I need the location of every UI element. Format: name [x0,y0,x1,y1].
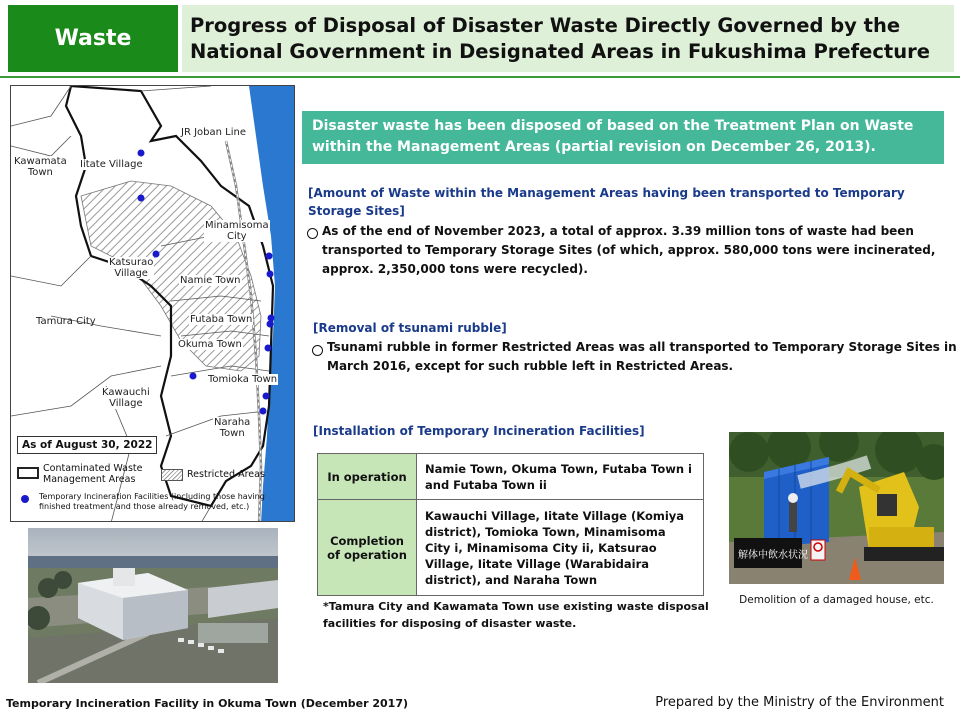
photo-incineration-facility [28,528,278,683]
legend-facility-dot [21,495,29,503]
header [0,0,960,78]
title-box [182,5,954,72]
label-namie: Namie Town [180,275,241,286]
label-kawauchi: Kawauchi Village [102,387,150,409]
bullet-circle-icon [312,345,323,356]
amount-text-line-2: transported to Temporary Storage Sites (of which, approx. 580,000 tons were incinerated, [322,243,936,257]
section-amount-title-line-2: Storage Sites] [308,204,405,218]
table-row-value: Kawauchi Village, Iitate Village (Komiya district), Tomioka Town, Minamisoma City i, Minamisoma City ii, Katsurao Village, Iitate Village (Warabidaira district), and Naraha Town [417,500,704,596]
section-amount-title-line-1: [Amount of Waste within the Management Areas having been transported to Temporary [308,186,905,200]
map-graphic [11,86,295,522]
title-line-2: National Government in Designated Areas in Fukushima Prefecture [190,39,930,63]
photo-demolition [729,432,944,584]
label-jr-joban-line: JR Joban Line [181,127,246,138]
table-row-head: Completion of operation [318,500,417,596]
prepared-by: Prepared by the Ministry of the Environment [655,695,944,710]
label-tomioka: Tomioka Town [208,374,278,385]
table-row [318,454,704,500]
label-minamisoma: Minamisoma City [205,220,269,242]
section-amount-title [308,184,905,220]
table-row-value: Namie Town, Okuma Town, Futaba Town i and Futaba Town ii [417,454,704,500]
section-tsunami-title: [Removal of tsunami rubble] [313,321,507,335]
legend-management-label: Contaminated Waste Management Areas [43,463,143,485]
section-amount-text [322,222,935,279]
label-okuma: Okuma Town [178,339,242,350]
table-row-head: In operation [318,454,417,500]
fukushima-map [10,85,295,522]
label-iitate: Iitate Village [80,159,143,170]
sign-text: 解体中飲水状況 [738,550,808,561]
banner-line-2: within the Management Areas (partial revision on December 26, 2013). [312,139,876,155]
title-line-1: Progress of Disposal of Disaster Waste Directly Governed by the [190,13,901,37]
legend-restricted-label: Restricted Areas [187,469,265,480]
summary-banner [302,111,944,164]
section-installation-title: [Installation of Temporary Incineration Facilities] [313,424,645,438]
header-divider [0,76,960,78]
incineration-facilities-table [317,453,704,596]
amount-text-line-1: As of the end of November 2023, a total of approx. 3.39 million tons of waste had been [322,224,914,238]
legend-facility-label: Temporary Incineration Facilities (including those having finished treatment and those already removed, etc.) [39,492,265,511]
label-futaba: Futaba Town [190,314,253,325]
banner-line-1: Disaster waste has been disposed of based on the Treatment Plan on Waste [312,118,914,134]
as-of-date: As of August 30, 2022 [17,436,157,454]
photo-demolition-caption: Demolition of a damaged house, etc. [739,594,934,606]
tsunami-text-line-2: March 2016, except for such rubble left in Restricted Areas. [327,359,734,373]
legend-restricted-swatch [161,469,183,481]
bullet-circle-icon [307,228,318,239]
page-title [190,13,930,65]
photo-incineration-caption: Temporary Incineration Facility in Okuma Town (December 2017) [6,697,409,710]
label-naraha: Naraha Town [214,417,251,439]
tsunami-text-line-1: Tsunami rubble in former Restricted Areas was all transported to Temporary Storage Sites in [327,340,957,354]
category-badge: Waste [8,5,178,72]
label-katsurao: Katsurao Village [109,257,154,279]
footnote: *Tamura City and Kawamata Town use existing waste disposal facilities for disposing of disaster waste. [323,600,709,630]
table-row [318,500,704,596]
legend-management-swatch [17,467,39,479]
amount-text-line-3: approx. 2,350,000 tons were recycled). [322,262,588,276]
section-tsunami-text [327,338,957,376]
label-tamura: Tamura City [36,316,96,327]
label-kawamata: Kawamata Town [14,156,67,178]
